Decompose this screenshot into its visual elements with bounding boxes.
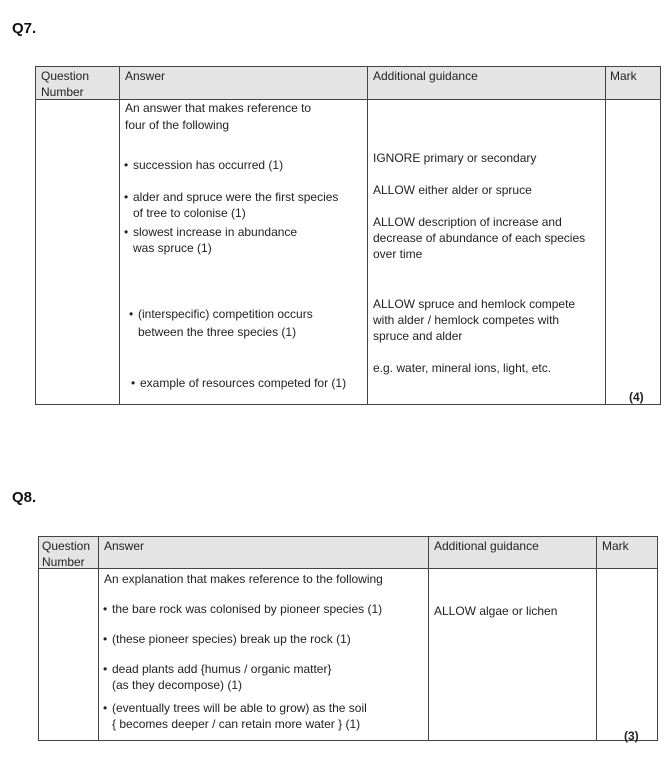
q8-mark-scheme-table: [38, 536, 658, 741]
q8-guidance-1: ALLOW algae or lichen: [434, 604, 558, 618]
q8-header-question-number: Question Number: [42, 539, 91, 569]
q7-answer-5: • example of resources competed for (1): [140, 375, 346, 391]
q8-answer-1: • the bare rock was colonised by pioneer species (1): [112, 601, 382, 617]
q7-guidance-2: ALLOW either alder or spruce: [373, 183, 532, 197]
q7-header-mark: Mark: [610, 69, 637, 83]
q7-header-answer: Answer: [125, 69, 166, 83]
q7-guidance-1: IGNORE primary or secondary: [373, 151, 537, 165]
q7-guidance-4: ALLOW spruce and hemlock compete with alder / hemlock competes with spruce and alder: [373, 297, 576, 343]
q7-mark-scheme-table: [35, 66, 661, 405]
q7-answer-2: • alder and spruce were the first species of tree to colonise (1): [133, 189, 338, 221]
q7-guidance-5: e.g. water, mineral ions, light, etc.: [373, 361, 552, 375]
q7-answer-4: • (interspecific) competition occurs between the three species (1): [138, 305, 313, 341]
q7-intro-line-2: four of the following: [125, 118, 230, 132]
q8-answer-2: • (these pioneer species) break up the rock (1): [112, 631, 351, 647]
q7-header-question-number: Question Number: [41, 69, 90, 99]
q7-title: Q7.: [12, 20, 37, 37]
q8-total-mark: (3): [624, 729, 639, 743]
q8-title: Q8.: [12, 489, 37, 506]
q8-header-mark: Mark: [602, 539, 629, 553]
q7-guidance-3: ALLOW description of increase and decrease of abundance of each species over time: [373, 215, 586, 261]
q8-header-guidance: Additional guidance: [434, 539, 539, 553]
q8-answer-4: • (eventually trees will be able to grow) as the soil { becomes deeper / can retain more water } (1): [112, 700, 367, 732]
q8-answer-3: • dead plants add {humus / organic matter} (as they decompose) (1): [112, 661, 331, 693]
q7-answer-3: • slowest increase in abundance was spruce (1): [133, 224, 297, 256]
q7-total-mark: (4): [629, 390, 644, 404]
q7-header-guidance: Additional guidance: [373, 69, 478, 83]
q8-header-answer: Answer: [104, 539, 145, 553]
q8-intro-line-1: An explanation that makes reference to the following: [104, 572, 383, 586]
q7-intro-line-1: An answer that makes reference to: [125, 101, 312, 115]
q7-answer-1: • succession has occurred (1): [133, 157, 283, 173]
